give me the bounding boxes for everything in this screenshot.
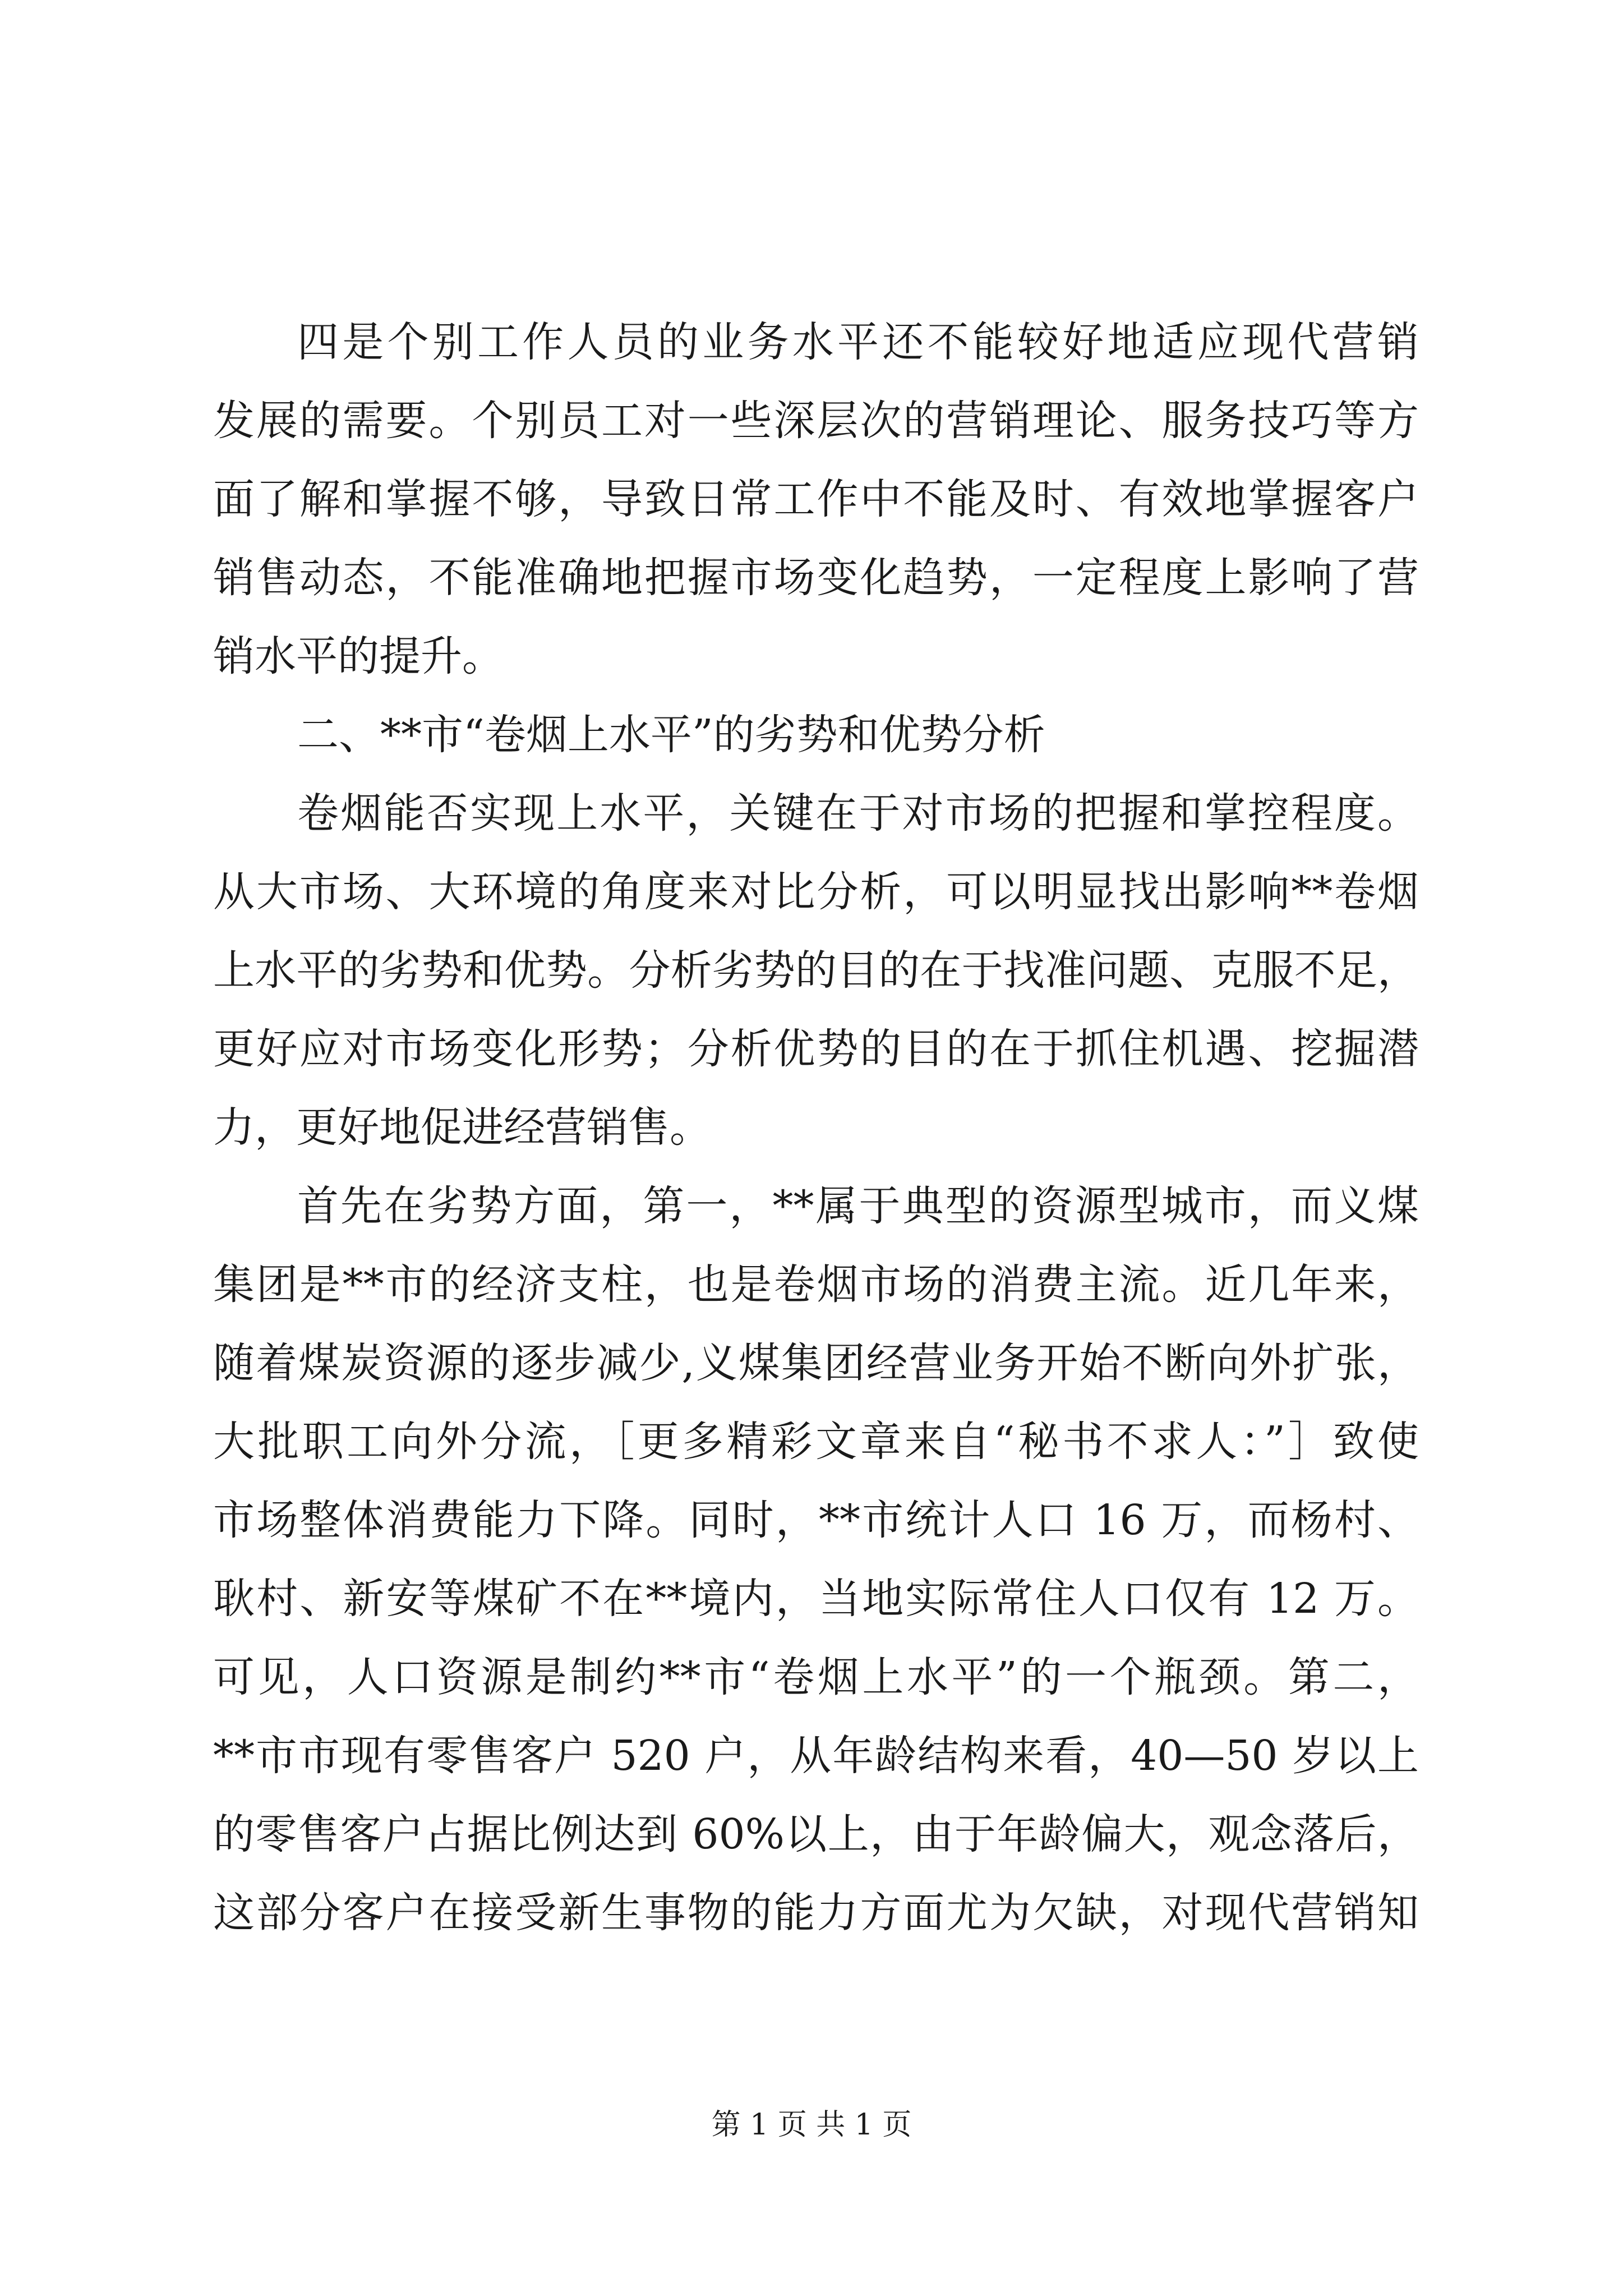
paragraph-2-line-5: 力，更好地促进经营销售。 [213, 1103, 711, 1152]
paragraph-2-line-4: 更好应对市场变化形势；分析优势的目的在于抓住机遇、挖掘潜 [213, 1025, 1419, 1073]
paragraph-3-line-4: 大批职工向外分流，［更多精彩文章来自“秘书不求人：”］致使 [213, 1418, 1419, 1466]
paragraph-2-line-2: 从大市场、大环境的角度来对比分析，可以明显找出影响**卷烟 [213, 868, 1419, 916]
paragraph-3-line-5: 市场整体消费能力下降。同时，**市统计人口 16 万，而杨村、 [213, 1496, 1419, 1544]
paragraph-3-line-2: 集团是**市的经济支柱，也是卷烟市场的消费主流。近几年来， [213, 1260, 1419, 1309]
paragraph-3-line-9: 的零售客户占据比例达到 60%以上，由于年龄偏大，观念落后， [213, 1810, 1419, 1858]
paragraph-3-line-8: **市市现有零售客户 520 户，从年龄结构来看，40—50 岁以上 [213, 1732, 1419, 1780]
paragraph-3-line-3: 随着煤炭资源的逐步减少,义煤集团经营业务开始不断向外扩张， [213, 1339, 1419, 1387]
paragraph-1-line-5: 销水平的提升。 [213, 632, 504, 680]
paragraph-1-line-3: 面了解和掌握不够，导致日常工作中不能及时、有效地掌握客户 [213, 475, 1419, 523]
paragraph-3-line-7: 可见，人口资源是制约**市“卷烟上水平”的一个瓶颈。第二， [213, 1653, 1419, 1701]
paragraph-1-line-4: 销售动态，不能准确地把握市场变化趋势，一定程度上影响了营 [213, 554, 1419, 602]
paragraph-2-line-1: 卷烟能否实现上水平，关键在于对市场的把握和掌控程度。 [297, 789, 1419, 838]
paragraph-2-line-3: 上水平的劣势和优势。分析劣势的目的在于找准问题、克服不足， [213, 946, 1419, 995]
section-heading: 二、**市“卷烟上水平”的劣势和优势分析 [297, 711, 1045, 759]
paragraph-3-line-10: 这部分客户在接受新生事物的能力方面尤为欠缺，对现代营销知 [213, 1889, 1419, 1937]
paragraph-3-line-6: 耿村、新安等煤矿不在**境内，当地实际常住人口仅有 12 万。 [213, 1575, 1419, 1623]
paragraph-1-line-1: 四是个别工作人员的业务水平还不能较好地适应现代营销 [297, 318, 1419, 366]
paragraph-3-line-1: 首先在劣势方面，第一，**属于典型的资源型城市，而义煤 [297, 1182, 1419, 1230]
page-number-footer: 第 1 页 共 1 页 [711, 2108, 912, 2142]
paragraph-1-line-2: 发展的需要。个别员工对一些深层次的营销理论、服务技巧等方 [213, 397, 1419, 445]
